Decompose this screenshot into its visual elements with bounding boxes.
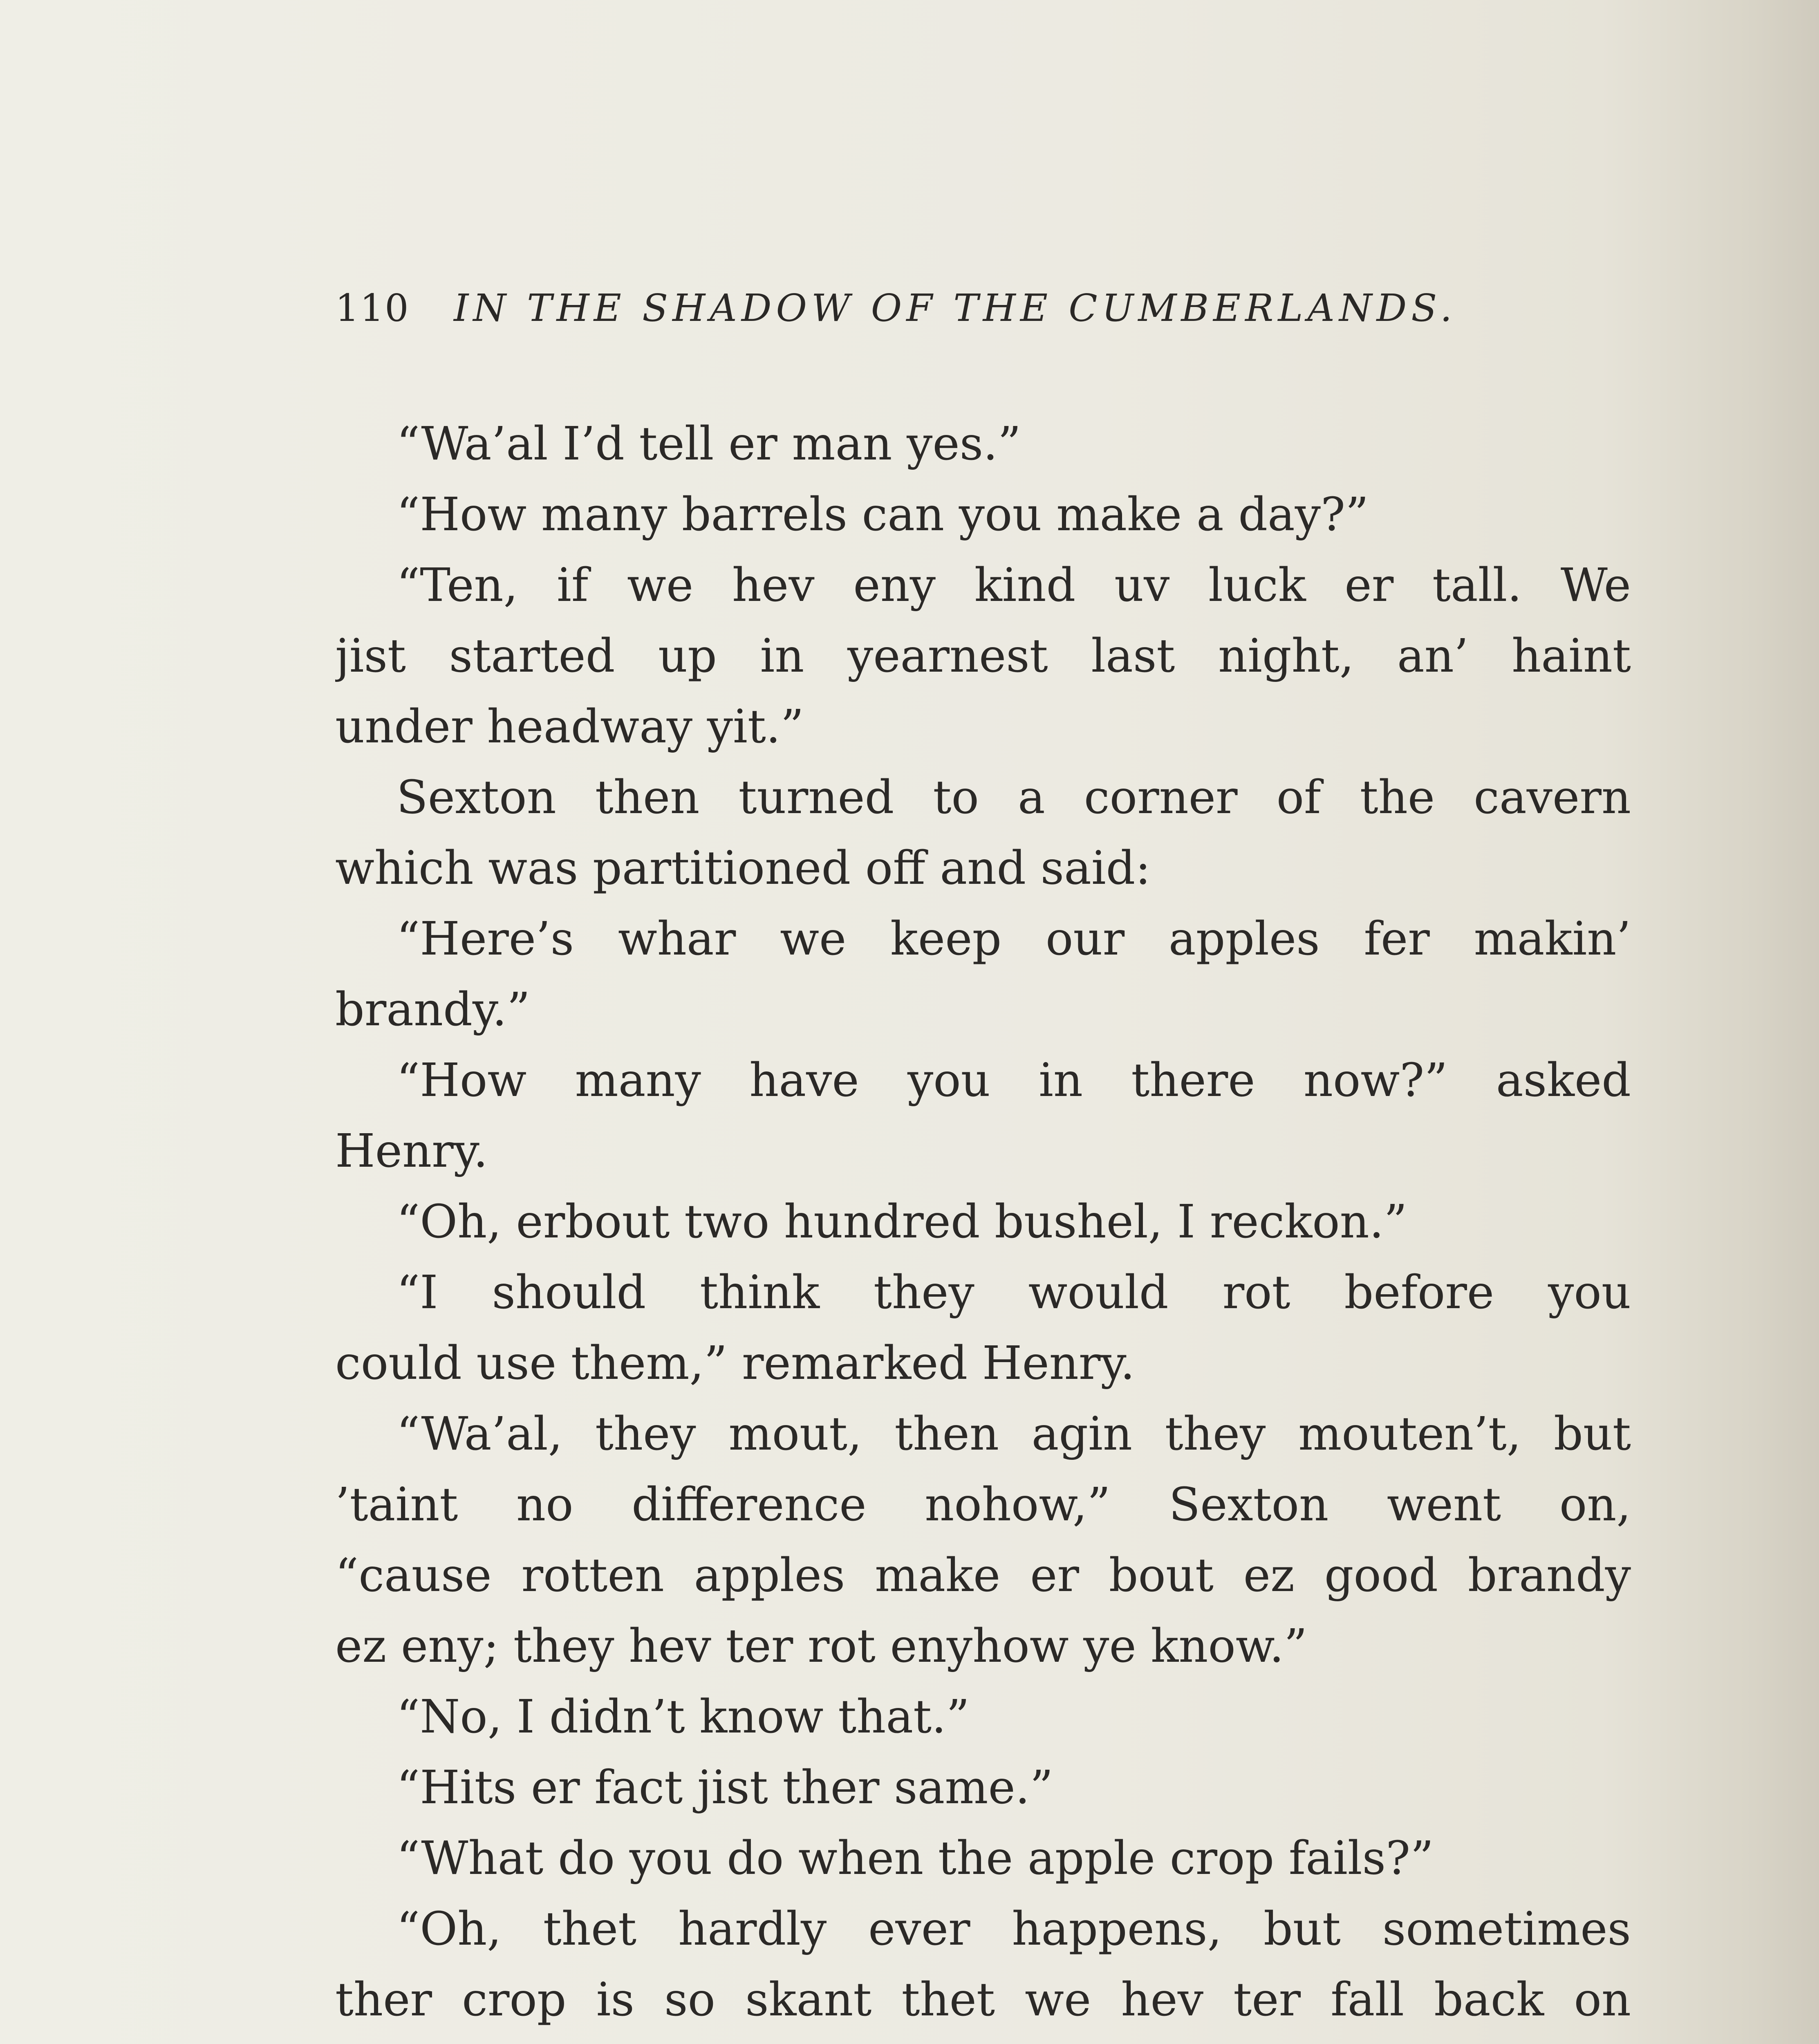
text-line: ez eny; they hev ter rot enyhow ye know.” — [335, 1620, 1308, 1673]
text-line — [335, 2035, 1631, 2044]
text-line: “No, I didn’t know that.” — [397, 1690, 970, 1744]
text-line: “Oh, thet hardly ever happens, but sometimes — [397, 1903, 1631, 1956]
text-line: ’taint no difference nohow,” Sexton went on, — [335, 1478, 1631, 1531]
text-line: “Wa’al I’d tell er man yes.” — [397, 417, 1022, 471]
text-line: “Oh, erbout two hundred bushel, I reckon.” — [397, 1195, 1407, 1248]
text-line: “Hits er fact jist ther same.” — [397, 1761, 1053, 1814]
body-text — [335, 409, 1631, 2044]
text-line: ther crop is so skant thet we hev ter fall back on — [335, 1973, 1631, 2026]
text-line: which was partitioned off and said: — [335, 842, 1151, 895]
text-line: brandy.” — [335, 983, 531, 1036]
text-line: “Ten, if we hev eny kind uv luck er tall. We — [397, 559, 1631, 612]
text-line: jist started up in yearnest last night, an’ haint — [335, 630, 1631, 683]
text-line: Henry. — [335, 1125, 488, 1178]
text-line: “Wa’al, they mout, then agin they mouten’t, but — [397, 1407, 1631, 1461]
text-line: “What do you do when the apple crop fails?” — [397, 1832, 1434, 1885]
text-line: “How many barrels can you make a day?” — [397, 488, 1369, 541]
page-header — [335, 286, 1561, 343]
text-line: “cause rotten apples make er bout ez good brandy — [335, 1549, 1631, 1602]
running-title: IN THE SHADOW OF THE CUMBERLANDS. — [454, 286, 1457, 330]
page-number: 110 — [335, 286, 410, 330]
text-line: “Here’s whar we keep our apples fer makin’ — [397, 912, 1631, 966]
text-line: could use them,” remarked Henry. — [335, 1337, 1135, 1390]
text-line: under headway yit.” — [335, 700, 804, 753]
text-line: “I should think they would rot before you — [397, 1266, 1631, 1319]
text-line: Sexton then turned to a corner of the cavern — [397, 771, 1631, 824]
text-line: “How many have you in there now?” asked — [397, 1054, 1631, 1107]
